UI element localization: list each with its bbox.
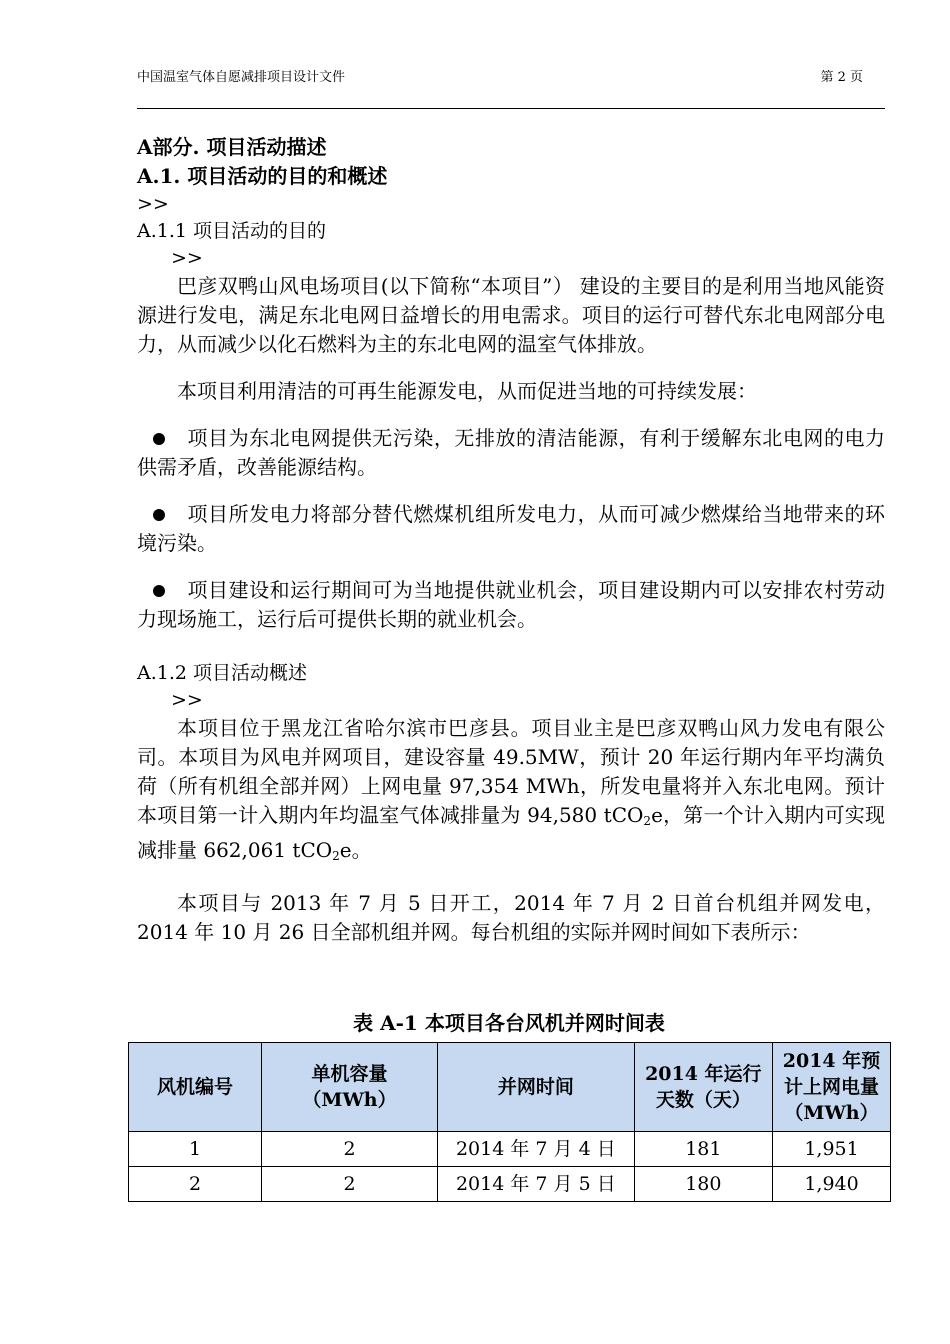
- bullet-item: [137, 424, 885, 482]
- main-content: [137, 133, 885, 947]
- section-a12-title: A.1.2 项目活动概述: [137, 662, 308, 684]
- a12-paragraph-1: [137, 714, 885, 871]
- grid-connection-table: [128, 1042, 891, 1202]
- a12-p1-text: e，第一个计入期内可实现减排量 662,061 tCO: [137, 803, 885, 862]
- table-row: [129, 1167, 891, 1202]
- a12-p1-text: e。: [339, 838, 372, 862]
- column-header: 单机容量（MWh）: [261, 1043, 437, 1132]
- section-a1-marker: >>: [137, 193, 169, 215]
- bullet-text: 项目所发电力将部分替代燃煤机组所发电力，从而可减少燃煤给当地带来的环境污染。: [137, 502, 885, 555]
- subscript: 2: [643, 814, 652, 828]
- table-cell: 1: [129, 1132, 262, 1167]
- column-header: 并网时间: [438, 1043, 635, 1132]
- table-cell: 1,940: [773, 1167, 891, 1202]
- column-header: 2014 年预计上网电量（MWh）: [773, 1043, 891, 1132]
- column-header: 风机编号: [129, 1043, 262, 1132]
- a12-p1-text: 本项目位于黑龙江省哈尔滨市巴彦县。项目业主是巴彦双鸭山风力发电有限公司。本项目为风电并网项目，建设容量 49.5MW，预计 20 年运行期内年平均满负荷（所有机组全部并网）上网电量 97,354 MWh，所发电量将并入东北电网。预计本项目第一计入期内年均温室气体减排量为 94,580 tCO: [137, 716, 885, 827]
- subscript: 2: [332, 849, 340, 863]
- bullet-text: 项目建设和运行期间可为当地提供就业机会，项目建设期内可以安排农村劳动力现场施工，运行后可提供长期的就业机会。: [137, 578, 885, 631]
- section-a12-marker: >>: [171, 689, 203, 711]
- section-a1-title: A.1. 项目活动的目的和概述: [137, 164, 388, 188]
- bullet-item: [137, 500, 885, 558]
- table-cell: 2: [261, 1132, 437, 1167]
- bullet-icon: [153, 433, 165, 445]
- part-title: A部分. 项目活动描述: [137, 135, 327, 159]
- table-cell: 1,951: [773, 1132, 891, 1167]
- table-header-row: [129, 1043, 891, 1132]
- a11-paragraph-2: 本项目利用清洁的可再生能源发电，从而促进当地的可持续发展：: [177, 379, 757, 403]
- table-row: [129, 1132, 891, 1167]
- table-cell: 2014 年 7 月 5 日: [438, 1167, 635, 1202]
- table-cell: 2014 年 7 月 4 日: [438, 1132, 635, 1167]
- header-divider: [137, 108, 885, 109]
- bullet-text: 项目为东北电网提供无污染，无排放的清洁能源，有利于缓解东北电网的电力供需矛盾，改善能源结构。: [137, 426, 885, 479]
- bullet-icon: [153, 509, 165, 521]
- column-header: 2014 年运行天数（天）: [634, 1043, 772, 1132]
- table-caption: 表 A-1 本项目各台风机并网时间表: [353, 1011, 665, 1035]
- bullet-item: [137, 576, 885, 634]
- header-page-number: 第 2 页: [820, 70, 863, 85]
- a11-paragraph-1: 巴彦双鸭山风电场项目(以下简称“本项目”） 建设的主要目的是利用当地风能资源进行发电，满足东北电网日益增长的用电需求。项目的运行可替代东北电网部分电力，从而减少以化石燃料为主的东北电网的温室气体排放。: [137, 274, 885, 356]
- table-cell: 2: [261, 1167, 437, 1202]
- table-cell: 180: [634, 1167, 772, 1202]
- bullet-icon: [153, 585, 165, 597]
- section-a11-title: A.1.1 项目活动的目的: [137, 220, 327, 242]
- header-doc-title: 中国温室气体自愿减排项目设计文件: [137, 70, 346, 85]
- a12-paragraph-2: 本项目与 2013 年 7 月 5 日开工，2014 年 7 月 2 日首台机组并网发电，2014 年 10 月 26 日全部机组并网。每台机组的实际并网时间如下表所示：: [137, 891, 885, 944]
- section-a11-marker: >>: [171, 247, 203, 269]
- table-cell: 2: [129, 1167, 262, 1202]
- page-header: [137, 66, 885, 86]
- table-cell: 181: [634, 1132, 772, 1167]
